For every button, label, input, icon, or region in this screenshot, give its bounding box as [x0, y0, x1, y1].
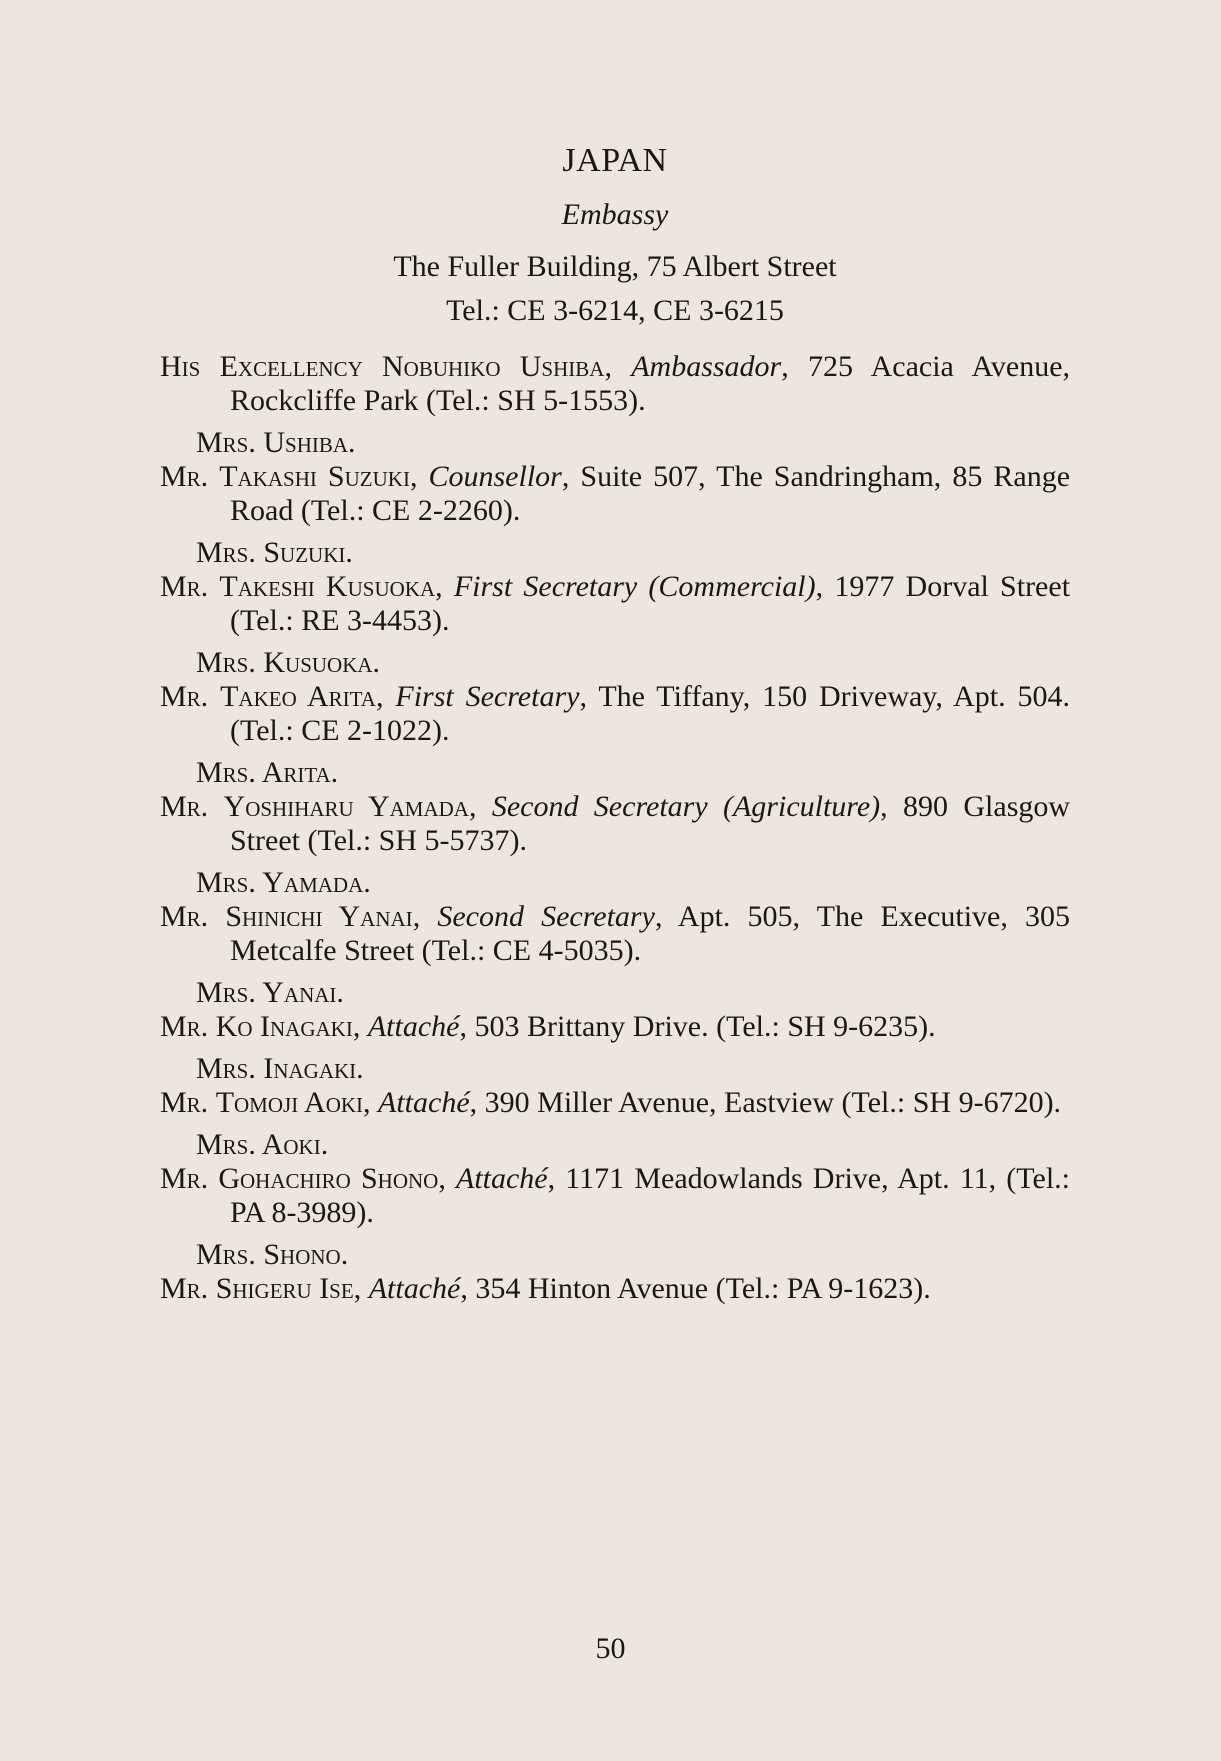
staff-name: Takashi Suzuki	[219, 460, 410, 493]
staff-name: Takeo Arita	[220, 680, 376, 713]
staff-title: Mr.	[160, 570, 209, 603]
staff-title: Mr.	[160, 460, 209, 493]
staff-entry-text: Mr. Yoshiharu Yamada, Second Secretary (Agriculture), 890 Glasgow Street (Tel.: SH 5-5737).	[160, 790, 1071, 857]
staff-spouse: Mrs. Yamada.	[196, 866, 371, 899]
staff-entry-text: Mr. Takeshi Kusuoka, First Secretary (Commercial), 1977 Dorval Street (Tel.: RE 3-4453).	[160, 570, 1071, 637]
page-number: 50	[595, 1632, 626, 1665]
staff-spouse: Mrs. Ushiba.	[196, 426, 356, 459]
staff-entry	[160, 1272, 1070, 1306]
staff-entry	[160, 1086, 1070, 1162]
staff-name: Shigeru Ise	[215, 1272, 354, 1305]
staff-entry	[160, 790, 1070, 900]
staff-list	[160, 350, 1070, 1306]
staff-title: Mr.	[160, 1010, 209, 1043]
mission-address: The Fuller Building, 75 Albert Street	[393, 250, 837, 283]
staff-spouse: Mrs. Suzuki.	[196, 536, 353, 569]
staff-title: Mr.	[160, 790, 209, 823]
staff-title: Mr.	[160, 1162, 209, 1195]
staff-spouse: Mrs. Shono.	[196, 1238, 349, 1271]
staff-entry	[160, 900, 1070, 1010]
mission-type: Embassy	[561, 198, 669, 231]
staff-title: Mr.	[160, 900, 209, 933]
staff-role: Ambassador	[631, 350, 782, 383]
staff-entry	[160, 350, 1070, 460]
staff-spouse: Mrs. Yanai.	[196, 976, 344, 1009]
staff-title: Mr.	[160, 1086, 209, 1119]
staff-role: Attaché	[378, 1086, 470, 1119]
staff-entry	[160, 680, 1070, 790]
directory-page	[160, 128, 1070, 1306]
staff-role: Counsellor	[428, 460, 562, 493]
staff-spouse: Mrs. Kusuoka.	[196, 646, 381, 679]
staff-entry	[160, 570, 1070, 680]
staff-details: 890 Glasgow Street (Tel.: SH 5-5737).	[230, 790, 1071, 857]
staff-name: Nobuhiko Ushiba	[382, 350, 605, 383]
staff-entry-text: Mr. Shigeru Ise, Attaché, 354 Hinton Avenue (Tel.: PA 9-1623).	[160, 1272, 931, 1305]
staff-role: Second Secretary	[437, 900, 655, 933]
staff-entry-text: Mr. Tomoji Aoki, Attaché, 390 Miller Avenue, Eastview (Tel.: SH 9-6720).	[160, 1086, 1062, 1119]
staff-details: 725 Acacia Avenue, Rockcliffe Park (Tel.: SH 5-1553).	[230, 350, 1071, 417]
staff-entry-text: Mr. Gohachiro Shono, Attaché, 1171 Meadowlands Drive, Apt. 11, (Tel.: PA 8-3989).	[160, 1162, 1070, 1229]
staff-name: Gohachiro Shono	[218, 1162, 439, 1195]
staff-details: 503 Brittany Drive. (Tel.: SH 9-6235).	[474, 1010, 936, 1043]
staff-role: Attaché	[456, 1162, 548, 1195]
mission-telephone: Tel.: CE 3-6214, CE 3-6215	[446, 294, 784, 327]
staff-name: Ko Inagaki	[215, 1010, 353, 1043]
staff-entry-text: His Excellency Nobuhiko Ushiba, Ambassador, 725 Acacia Avenue, Rockcliffe Park (Tel.: SH 5-1553).	[160, 350, 1071, 417]
staff-title: His Excellency	[160, 350, 363, 383]
staff-spouse: Mrs. Inagaki.	[196, 1052, 364, 1085]
staff-title: Mr.	[160, 1272, 209, 1305]
staff-details: Suite 507, The Sandringham, 85 Range Road (Tel.: CE 2-2260).	[230, 460, 1071, 527]
staff-entry-text: Mr. Ko Inagaki, Attaché, 503 Brittany Drive. (Tel.: SH 9-6235).	[160, 1010, 936, 1043]
staff-role: Attaché	[367, 1010, 460, 1043]
staff-title: Mr.	[160, 680, 209, 713]
staff-spouse: Mrs. Arita.	[196, 756, 339, 789]
staff-entry-text: Mr. Takashi Suzuki, Counsellor, Suite 507, The Sandringham, 85 Range Road (Tel.: CE 2-2260).	[160, 460, 1071, 527]
staff-details: 1977 Dorval Street (Tel.: RE 3-4453).	[230, 570, 1071, 637]
country-heading: JAPAN	[562, 142, 668, 179]
staff-details: 354 Hinton Avenue (Tel.: PA 9-1623).	[475, 1272, 931, 1305]
staff-entry-text: Mr. Shinichi Yanai, Second Secretary, Apt. 505, The Executive, 305 Metcalfe Street (Tel.: CE 4-5035).	[160, 900, 1071, 967]
staff-details: 1171 Meadowlands Drive, Apt. 11, (Tel.: PA 8-3989).	[230, 1162, 1070, 1229]
staff-entry	[160, 1162, 1070, 1272]
staff-name: Tomoji Aoki	[215, 1086, 364, 1119]
staff-details: 390 Miller Avenue, Eastview (Tel.: SH 9-6720).	[484, 1086, 1062, 1119]
staff-role: First Secretary (Commercial)	[453, 570, 816, 603]
staff-entry	[160, 460, 1070, 570]
staff-spouse: Mrs. Aoki.	[196, 1128, 329, 1161]
staff-role: Second Secretary (Agriculture)	[491, 790, 881, 823]
staff-role: First Secretary	[395, 680, 580, 713]
staff-details: The Tiffany, 150 Driveway, Apt. 504. (Tel.: CE 2-1022).	[230, 680, 1070, 747]
staff-details: Apt. 505, The Executive, 305 Metcalfe Street (Tel.: CE 4-5035).	[230, 900, 1071, 967]
staff-name: Shinichi Yanai	[225, 900, 413, 933]
staff-entry	[160, 1010, 1070, 1086]
staff-entry-text: Mr. Takeo Arita, First Secretary, The Tiffany, 150 Driveway, Apt. 504. (Tel.: CE 2-1022).	[160, 680, 1070, 747]
staff-name: Takeshi Kusuoka	[219, 570, 436, 603]
staff-name: Yoshiharu Yamada	[223, 790, 469, 823]
staff-role: Attaché	[368, 1272, 461, 1305]
